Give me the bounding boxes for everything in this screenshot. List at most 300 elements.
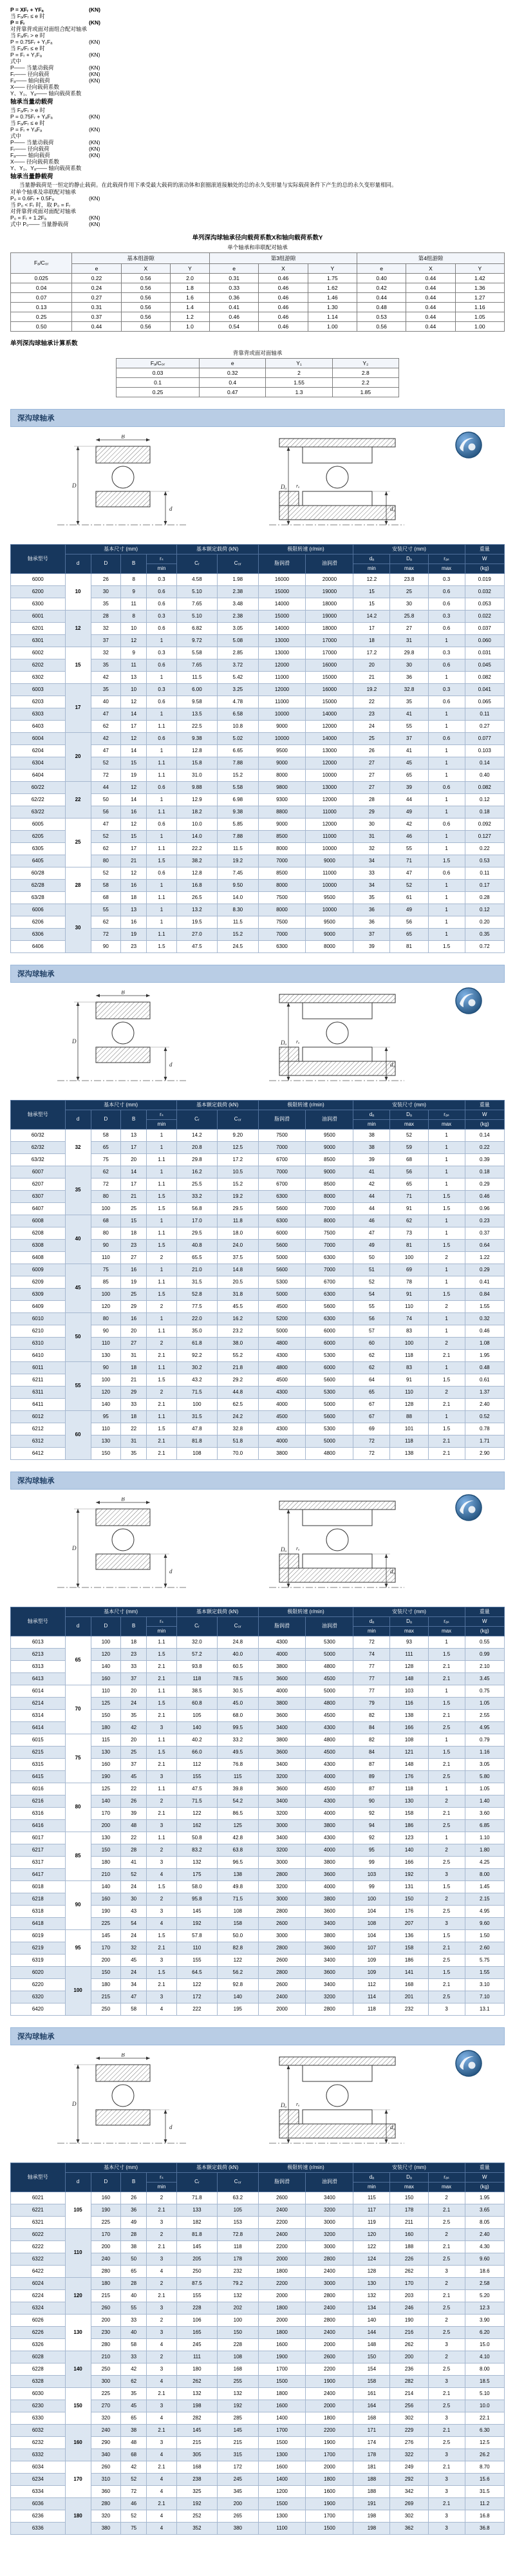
cell: 0.6 <box>147 818 176 830</box>
header-cell: B <box>121 1616 147 1636</box>
cell: 1.1 <box>147 1276 176 1288</box>
svg-text:D: D <box>72 482 77 489</box>
cell-bore: 12 <box>65 610 91 647</box>
cell: 2.5 <box>428 2363 465 2375</box>
cell: 162 <box>176 1819 217 1832</box>
cell: 3 <box>428 1917 465 1929</box>
cell: 0.44 <box>406 312 455 321</box>
cell: 62 <box>91 842 120 855</box>
cell: 13 <box>121 904 147 916</box>
cell: 1 <box>428 708 465 720</box>
cell: 232 <box>218 2265 258 2277</box>
cell: 40 <box>91 696 120 708</box>
cell: 1.71 <box>465 1435 504 1447</box>
cell: 50.0 <box>218 1929 258 1942</box>
cell: 0.18 <box>465 1166 504 1178</box>
cell-model: 6330 <box>11 2412 66 2424</box>
cell: 0.48 <box>357 302 406 312</box>
cell: 84 <box>353 1721 390 1734</box>
cell: 3800 <box>258 1697 306 1709</box>
cell: 2.1 <box>428 2461 465 2473</box>
cell: 255 <box>218 2375 258 2387</box>
cell: 0.46 <box>465 1325 504 1337</box>
cell-model: 6009 <box>11 1264 66 1276</box>
header-cell: D <box>91 2172 120 2192</box>
cell: 4 <box>147 2265 176 2277</box>
cell: 6300 <box>306 1251 353 1264</box>
cell: 45.5 <box>218 1300 258 1312</box>
cell: 0.78 <box>465 1423 504 1435</box>
cell: 65 <box>121 2412 147 2424</box>
cell: 16 <box>121 879 147 891</box>
cell-bore: 10 <box>65 573 91 610</box>
cell: 105 <box>176 1709 217 1721</box>
cell: 132 <box>176 1856 217 1868</box>
formula-text: Y、Y₁、Yₐ—— 轴向载荷系数 <box>10 90 82 97</box>
cell: 26 <box>353 744 390 757</box>
formula-line <box>10 90 505 97</box>
formula-unit: (KN) <box>89 113 100 120</box>
formula-unit: (KN) <box>89 39 100 45</box>
cell: 42 <box>91 671 120 683</box>
cell-model: 6420 <box>11 2003 66 2015</box>
cell: 0.27 <box>72 292 121 302</box>
cell: 12.8 <box>176 744 217 757</box>
cell: 0.56 <box>357 321 406 331</box>
header-cell: 安装尺寸 (mm) <box>353 1100 465 1110</box>
cell: 0.6 <box>428 732 465 744</box>
bearing-row <box>11 1215 505 1227</box>
cell: 1.08 <box>465 1337 504 1349</box>
formula-line <box>10 13 505 19</box>
cell: 2.5 <box>428 1721 465 1734</box>
cell: 87 <box>353 1783 390 1795</box>
cell: 72 <box>91 1178 120 1190</box>
bearing-row <box>11 867 505 879</box>
cell: 25 <box>390 585 428 598</box>
bearing-row <box>11 2497 505 2510</box>
svg-text:rₐ: rₐ <box>296 2101 300 2107</box>
cell: 90 <box>353 1795 390 1807</box>
cell: 0.3 <box>147 683 176 696</box>
cell: 75 <box>121 2522 147 2534</box>
cell: 100 <box>353 1893 390 1905</box>
cell: 1.1 <box>147 1361 176 1374</box>
cell: 322 <box>390 2448 428 2461</box>
cell: 2.5 <box>428 1991 465 2003</box>
cell: 55 <box>353 1300 390 1312</box>
cell: 1.1 <box>147 1325 176 1337</box>
cell: 58.0 <box>176 1880 217 1893</box>
cell: 1.55 <box>465 1300 504 1312</box>
cell: 128 <box>390 1398 428 1410</box>
cell: 0.3 <box>147 610 176 622</box>
cell: 14 <box>121 744 147 757</box>
cell: 4 <box>147 2375 176 2387</box>
cell-model: 6020 <box>11 1966 66 1978</box>
cell: 4300 <box>306 1721 353 1734</box>
cell: 50 <box>353 1251 390 1264</box>
cell: 39.8 <box>218 1783 258 1795</box>
cell: 210 <box>91 2351 120 2363</box>
cell: 265 <box>218 2510 258 2522</box>
cell: 2.85 <box>218 647 258 659</box>
cell: 4.95 <box>465 1905 504 1917</box>
cell: 22.2 <box>176 842 217 855</box>
cell: 3000 <box>306 2240 353 2253</box>
cell: 1.14 <box>308 312 357 321</box>
cell: 52 <box>121 2473 147 2485</box>
formula-unit: (KN) <box>89 220 100 227</box>
cell-bore: 32 <box>65 1129 91 1166</box>
cell-model: 6320 <box>11 1991 66 2003</box>
cell: 5300 <box>258 1276 306 1288</box>
formula-text: 当 Fₐ/Fᵣ ≤ e 时 <box>10 45 45 52</box>
cell: 0.3 <box>428 610 465 622</box>
bearing-row <box>11 1832 505 1844</box>
cell: 3.05 <box>465 1758 504 1770</box>
cell: 2200 <box>258 2277 306 2289</box>
cell: 0.32 <box>465 1312 504 1325</box>
cell: 54 <box>121 1917 147 1929</box>
cell: 154 <box>353 2363 390 2375</box>
cell: 0.045 <box>465 659 504 671</box>
header-cell: dₐ <box>353 1110 390 1119</box>
cell: 2400 <box>306 2387 353 2400</box>
cell: 6300 <box>258 940 306 952</box>
formula-line <box>10 39 505 45</box>
cell: 83.2 <box>176 1844 217 1856</box>
cell-model: 6213 <box>11 1648 66 1660</box>
cell: 18.5 <box>465 2375 504 2387</box>
cell: 1600 <box>306 2485 353 2497</box>
header-cell: 基本尺寸 (mm) <box>65 1100 176 1110</box>
table2-caption: 背靠背或面对面轴承 <box>232 349 283 356</box>
svg-text:B: B <box>121 990 125 995</box>
cell: 9.58 <box>176 696 217 708</box>
cell: 192 <box>390 1868 428 1880</box>
cell: 174 <box>353 2436 390 2448</box>
table-row <box>11 302 505 312</box>
cell: 145 <box>91 1929 120 1942</box>
cell: 8.30 <box>218 904 258 916</box>
cell: 345 <box>218 2485 258 2497</box>
cell: 21.0 <box>176 1264 217 1276</box>
cell-model: 6204 <box>11 744 66 757</box>
cell: 93.8 <box>176 1660 217 1672</box>
cell: 188 <box>390 2240 428 2253</box>
cell: 0.14 <box>465 757 504 769</box>
header-cell: W <box>465 554 504 564</box>
cell: 50.8 <box>176 1832 217 1844</box>
cell: 62 <box>390 1215 428 1227</box>
cell: 7500 <box>258 916 306 928</box>
header-cell: min <box>353 1119 390 1129</box>
cell: 40.8 <box>176 1239 217 1251</box>
cell: 130 <box>91 1349 120 1361</box>
cell-model: 6036 <box>11 2497 66 2510</box>
cell-model: 6316 <box>11 1807 66 1819</box>
cell: 3200 <box>258 1844 306 1856</box>
cell-bore: 17 <box>65 683 91 732</box>
cell: 3800 <box>306 1893 353 1905</box>
cell: 4 <box>147 2473 176 2485</box>
cell: 7000 <box>258 1141 306 1153</box>
section-header-bar <box>10 1472 505 1490</box>
cell: 19 <box>121 1276 147 1288</box>
header-cell: d <box>65 2172 91 2192</box>
cell: 1.16 <box>465 1746 504 1758</box>
cell: 124 <box>353 2253 390 2265</box>
cell: 2.38 <box>218 585 258 598</box>
cell: 1.1 <box>147 769 176 781</box>
cell-model: 6307 <box>11 1190 66 1202</box>
cell: 17 <box>353 622 390 634</box>
cell: 58 <box>121 2003 147 2015</box>
cell: 1 <box>428 671 465 683</box>
cell: 0.12 <box>465 904 504 916</box>
cell-model: 6326 <box>11 2338 66 2351</box>
cell: 56.2 <box>218 1966 258 1978</box>
bearing-mounting-drawing <box>261 1497 409 1599</box>
bearing-mounting-drawing <box>261 2053 409 2155</box>
cell: 14 <box>121 1166 147 1178</box>
cell: 35 <box>91 683 120 696</box>
cell: 5.75 <box>465 1954 504 1966</box>
cell: 38 <box>353 1141 390 1153</box>
cell: 69 <box>390 1264 428 1276</box>
cell: 170 <box>390 2277 428 2289</box>
cell: 130 <box>91 1746 120 1758</box>
cell: 1.5 <box>428 1697 465 1709</box>
cell: 225 <box>91 2216 120 2228</box>
cell-model: 6007 <box>11 1166 66 1178</box>
cell: 38 <box>353 1129 390 1141</box>
cell: 9.60 <box>465 2253 504 2265</box>
cell: 19 <box>121 769 147 781</box>
header-cell: X <box>259 263 308 273</box>
cell: 2.1 <box>428 2424 465 2436</box>
cell: 1 <box>428 879 465 891</box>
cell: 4 <box>147 2338 176 2351</box>
cell: 19.2 <box>218 1190 258 1202</box>
cell: 92 <box>353 1807 390 1819</box>
cell: 1.27 <box>455 292 504 302</box>
cell: 1.42 <box>455 273 504 283</box>
cell: 170 <box>91 2228 120 2240</box>
cell: 0.40 <box>465 769 504 781</box>
cell: 2.1 <box>147 1978 176 1991</box>
cell: 5000 <box>306 1435 353 1447</box>
cell: 0.23 <box>465 1215 504 1227</box>
cell: 0.28 <box>465 891 504 904</box>
cell: 19000 <box>306 585 353 598</box>
cell: 12 <box>121 818 147 830</box>
cell: 2 <box>428 1251 465 1264</box>
cell: 30 <box>390 598 428 610</box>
header-cell: X <box>406 263 455 273</box>
cell: 0.61 <box>465 1374 504 1386</box>
cell: 140 <box>91 1398 120 1410</box>
cell: 118 <box>390 1783 428 1795</box>
cell: 10000 <box>306 842 353 855</box>
cell: 5300 <box>306 1423 353 1435</box>
cell: 17.0 <box>176 1215 217 1227</box>
cell: 44 <box>390 793 428 806</box>
cell: 1 <box>428 1325 465 1337</box>
cell: 305 <box>176 2448 217 2461</box>
cell: 3000 <box>306 2216 353 2228</box>
cell: 29 <box>121 1300 147 1312</box>
bearing-row <box>11 2461 505 2473</box>
cell: 1 <box>147 708 176 720</box>
cell: 77 <box>353 1660 390 1672</box>
cell: 210 <box>91 1868 120 1880</box>
cell: 48 <box>121 1819 147 1832</box>
cell: 320 <box>91 2412 120 2424</box>
cell: 8.00 <box>465 2363 504 2375</box>
cell: 55 <box>390 842 428 855</box>
cell: 150 <box>91 1447 120 1459</box>
cell: 1.05 <box>465 1697 504 1709</box>
cell-bore: 90 <box>65 1880 91 1929</box>
cell: 0.6 <box>147 585 176 598</box>
header-cell: min <box>147 2182 176 2192</box>
cell: 1.00 <box>455 321 504 331</box>
table1-caption: 单个轴承和串联配对轴承 <box>227 243 288 251</box>
cell-model: 6314 <box>11 1709 66 1721</box>
cell: 18.0 <box>218 1227 258 1239</box>
formula-line <box>10 189 505 195</box>
cell: 2 <box>428 2351 465 2363</box>
cell: 1 <box>147 1215 176 1227</box>
cell: 1 <box>428 757 465 769</box>
cell: 1.5 <box>147 1746 176 1758</box>
cell: 30 <box>390 659 428 671</box>
cell: 280 <box>91 2338 120 2351</box>
cell: 106 <box>176 2314 217 2326</box>
formula-text: P₀ = 0.6Fᵣ + 0.5Fₐ <box>10 194 54 202</box>
bearing-row <box>11 1361 505 1374</box>
header-cell: 轴承型号 <box>11 544 66 573</box>
cell: 16.2 <box>218 1312 258 1325</box>
cell: 155 <box>176 1954 217 1966</box>
cell: 38 <box>121 2424 147 2436</box>
cell: 2.1 <box>428 1435 465 1447</box>
cell: 1 <box>428 1312 465 1325</box>
cell: 18 <box>353 634 390 647</box>
cell: 9300 <box>258 793 306 806</box>
cell: 12000 <box>258 683 306 696</box>
cell-model: 6309 <box>11 1288 66 1300</box>
header-cell: C₀ᵣ <box>218 1616 258 1636</box>
cell: 32.8 <box>218 1423 258 1435</box>
cell: 3000 <box>306 2277 353 2289</box>
formula-text: 当 P₀ < Fᵣ 时，取 P₀ = Fᵣ <box>10 201 71 208</box>
cell: 0.42 <box>357 283 406 292</box>
cell: 35 <box>91 659 120 671</box>
cell-model: 6406 <box>11 940 66 952</box>
cell: 282 <box>176 2412 217 2424</box>
cell: 4800 <box>258 1361 306 1374</box>
cell: 2 <box>147 1337 176 1349</box>
header-cell: 极限转速 (r/min) <box>258 1100 353 1110</box>
cell: 6.20 <box>465 2326 504 2338</box>
header-cell: 基本额定载荷 (kN) <box>176 1100 258 1110</box>
cell: 1.05 <box>465 1783 504 1795</box>
cell: 2.60 <box>465 1942 504 1954</box>
cell: 72 <box>91 769 120 781</box>
cell-model: 62/22 <box>11 793 66 806</box>
cell: 3 <box>147 2400 176 2412</box>
cell: 51 <box>353 1264 390 1276</box>
cell: 2.1 <box>428 2204 465 2216</box>
cell: 47 <box>91 744 120 757</box>
cell: 4800 <box>258 1337 306 1349</box>
bearing-mounting-drawing <box>261 435 409 536</box>
cell: 0.032 <box>465 585 504 598</box>
cell: 7000 <box>258 1166 306 1178</box>
cell: 41 <box>390 744 428 757</box>
cell: 300 <box>91 2375 120 2387</box>
cell: 91 <box>390 1202 428 1215</box>
cell: 2400 <box>258 2204 306 2216</box>
cell: 155 <box>176 1770 217 1783</box>
formula-text: Y、Y₁、Yₐ—— 轴向载荷系数 <box>10 165 82 171</box>
cell: 182 <box>176 2216 217 2228</box>
cell: 31 <box>353 830 390 842</box>
cell: 28 <box>91 610 120 622</box>
cell: 125 <box>218 1819 258 1832</box>
cell-model: 6411 <box>11 1398 66 1410</box>
cell-model: 6214 <box>11 1697 66 1709</box>
cell: 12 <box>121 867 147 879</box>
cell-model: 63/22 <box>11 806 66 818</box>
formula-unit: (KN) <box>89 214 100 221</box>
cell: 1.62 <box>308 283 357 292</box>
cell: 12 <box>121 634 147 647</box>
cell: 133 <box>176 2204 217 2216</box>
cell: 4 <box>147 2412 176 2424</box>
cell: 158 <box>218 1917 258 1929</box>
cell: 216 <box>390 2326 428 2338</box>
cell: 9.72 <box>176 634 217 647</box>
cell-model: 6226 <box>11 2326 66 2338</box>
formula-line <box>10 214 505 221</box>
cell: 20.5 <box>218 1276 258 1288</box>
cell: 153 <box>218 2216 258 2228</box>
bearing-row <box>11 1636 505 1648</box>
cell: 90 <box>91 1325 120 1337</box>
cell: 5200 <box>258 1312 306 1325</box>
formula-text: Fᵣ—— 径向载荷 <box>10 146 50 152</box>
cell: 1.80 <box>465 1844 504 1856</box>
header-cell: max <box>428 564 465 573</box>
cell: 14000 <box>258 598 306 610</box>
cell: 198 <box>353 2510 390 2522</box>
cell: 192 <box>176 1917 217 1929</box>
formula-text: P = Fᵣ + YₐFₐ <box>10 126 42 133</box>
cell-bore: 75 <box>65 1734 91 1783</box>
header-cell: C₀ᵣ <box>218 2172 258 2192</box>
cell: 158 <box>390 1942 428 1954</box>
cell: 158 <box>390 1807 428 1819</box>
cell: 4800 <box>306 1734 353 1746</box>
formula-line <box>10 120 505 126</box>
cell: 1.1 <box>147 1734 176 1746</box>
bearing-row <box>11 1410 505 1423</box>
cell: 0.31 <box>72 302 121 312</box>
